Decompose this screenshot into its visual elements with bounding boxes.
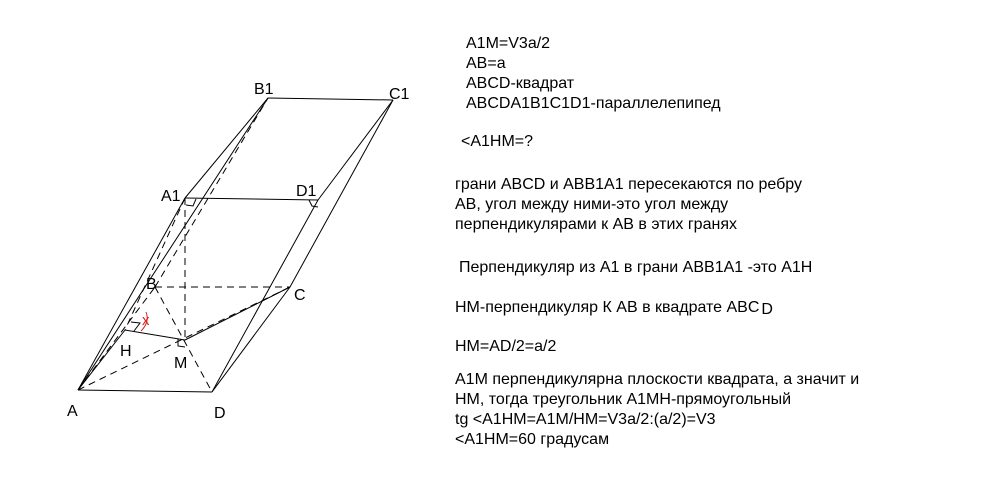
edge-A1-B1: [185, 98, 268, 198]
label-H: H: [120, 343, 132, 360]
paragraph-faces-line-3: перпендикулярами к AB в этих гранях: [455, 216, 737, 233]
paragraph-hm-perpendicular: [455, 298, 773, 318]
conclusion-line-4: <A1HM=60 градусам: [455, 431, 610, 448]
paragraph-faces-line-1: грани ABCD и ABB1A1 пересекаются по ребру: [455, 176, 802, 193]
edge-A-B1: [78, 98, 268, 390]
segment-A-H: [78, 330, 125, 390]
edge-B1-C1: [268, 98, 393, 100]
angle-label-x: x: [142, 312, 150, 329]
right-angle-mark-H: [131, 322, 140, 331]
paragraph-hm-tail: D: [761, 301, 773, 318]
given-line-4: ABCDA1B1C1D1-параллелепипед: [466, 95, 721, 112]
paragraph-perpendicular-a1h: Перпендикуляр из A1 в грани ABB1A1 -это A1H: [459, 259, 813, 276]
question: <A1HM=?: [461, 133, 534, 150]
label-A1: A1: [161, 188, 181, 205]
label-B: B: [146, 276, 157, 293]
label-B1: B1: [254, 81, 274, 98]
conclusion-line-3: tg <A1HM=A1M/HM=V3a/2:(a/2)=V3: [455, 411, 716, 428]
edge-A-D: [78, 390, 212, 392]
right-angle-mark-D1: [309, 200, 318, 207]
given-line-1: A1M=V3a/2: [466, 35, 551, 52]
right-angle-mark-A1: [186, 199, 196, 206]
label-C1: C1: [389, 86, 410, 103]
label-C: C: [294, 287, 306, 304]
parallelepiped-figure: [0, 0, 450, 487]
conclusion-line-2: HM, тогда треугольник A1MH-прямоугольный: [455, 391, 792, 408]
diagonal-A-C-hidden: [78, 287, 290, 390]
segment-H-M: [125, 330, 185, 340]
label-D1: D1: [296, 183, 317, 200]
paragraph-hm-value: HM=AD/2=a/2: [455, 338, 557, 355]
paragraph-faces-line-2: AB, угол между ними-это угол между: [455, 196, 729, 213]
edge-A-A1: [78, 198, 188, 390]
conclusion-line-1: A1M перпендикулярна плоскости квадрата, а значит и: [455, 371, 860, 388]
paragraph-conclusion: [455, 370, 859, 450]
edge-D-C: [212, 287, 290, 392]
segment-A1-H-hidden: [125, 198, 185, 330]
given-line-2: AB=a: [466, 55, 506, 72]
paragraph-hm-text: HM-перпендикуляр К AB в квадрате ABC: [455, 299, 760, 316]
paragraph-faces: [455, 175, 802, 235]
label-A: A: [67, 403, 78, 420]
edge-D1-C1: [318, 100, 393, 200]
label-M: M: [174, 355, 188, 372]
given-line-3: ABCD-квадрат: [466, 75, 575, 92]
given-block: [466, 34, 721, 114]
label-D: D: [214, 405, 226, 422]
